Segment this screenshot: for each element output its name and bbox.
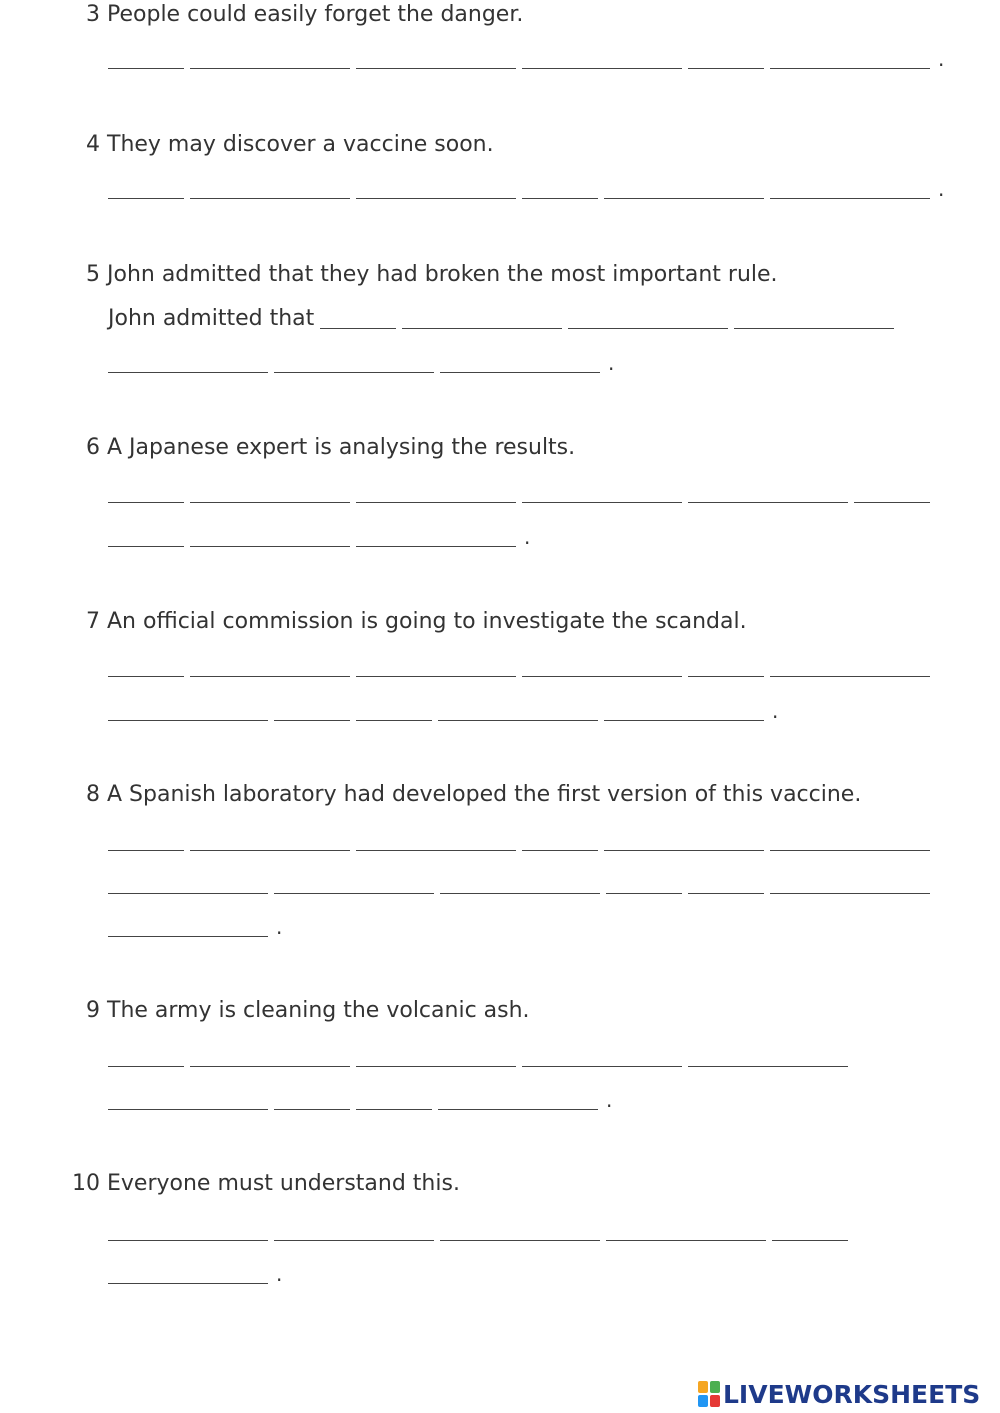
- answer-blank[interactable]: [108, 1089, 268, 1110]
- answer-blank[interactable]: [108, 178, 184, 199]
- answer-blank[interactable]: [604, 700, 764, 721]
- answer-blank[interactable]: [522, 178, 598, 199]
- answer-blank[interactable]: [522, 1046, 682, 1067]
- question-number: 4: [86, 132, 100, 157]
- answer-blank[interactable]: [190, 178, 350, 199]
- answer-blank[interactable]: [688, 482, 848, 503]
- liveworksheets-logo: [698, 1376, 998, 1412]
- answer-blank[interactable]: [604, 830, 764, 851]
- logo-icon-square: [698, 1395, 708, 1407]
- period: .: [276, 915, 283, 939]
- answer-blank[interactable]: [438, 700, 598, 721]
- answer-row: [108, 916, 282, 938]
- answer-blank[interactable]: [190, 482, 350, 503]
- answer-blank[interactable]: [190, 656, 350, 677]
- answer-blank[interactable]: [438, 1089, 598, 1110]
- answer-blank[interactable]: [274, 1089, 350, 1110]
- answer-blank[interactable]: [108, 873, 268, 894]
- period: .: [938, 47, 945, 71]
- answer-blank[interactable]: [688, 656, 764, 677]
- answer-blank[interactable]: [688, 873, 764, 894]
- logo-icon-square: [710, 1395, 720, 1407]
- answer-row: [108, 526, 530, 548]
- answer-blank[interactable]: [274, 352, 434, 373]
- question-sentence: People could easily forget the danger.: [107, 2, 524, 27]
- answer-blank[interactable]: [440, 352, 600, 373]
- liveworksheets-logo-icon: [698, 1381, 720, 1407]
- question-sentence: A Spanish laboratory had developed the first version of this vaccine.: [107, 782, 862, 807]
- answer-blank[interactable]: [522, 656, 682, 677]
- question-number: 7: [86, 609, 100, 634]
- answer-blank[interactable]: [108, 352, 268, 373]
- answer-blank[interactable]: [108, 1046, 184, 1067]
- answer-blank[interactable]: [108, 1263, 268, 1284]
- answer-blank[interactable]: [356, 482, 516, 503]
- answer-blank[interactable]: [190, 526, 350, 547]
- answer-row: [108, 656, 936, 678]
- answer-blank[interactable]: [356, 656, 516, 677]
- answer-row: [108, 1263, 282, 1285]
- answer-blank[interactable]: [568, 308, 728, 329]
- question-sentence: They may discover a vaccine soon.: [107, 132, 494, 157]
- answer-blank[interactable]: [770, 178, 930, 199]
- question-sentence: An official commission is going to investigate the scandal.: [107, 609, 747, 634]
- answer-blank[interactable]: [356, 1089, 432, 1110]
- answer-blank[interactable]: [108, 1220, 268, 1241]
- period: .: [938, 177, 945, 201]
- answer-blank[interactable]: [108, 700, 268, 721]
- answer-row: [108, 178, 944, 200]
- answer-blank[interactable]: [440, 873, 600, 894]
- answer-row: [108, 1089, 612, 1111]
- question-sentence: Everyone must understand this.: [107, 1171, 460, 1196]
- answer-row: [108, 308, 900, 330]
- logo-text: LIVEWORKSHEETS: [723, 1379, 981, 1409]
- answer-blank[interactable]: [606, 1220, 766, 1241]
- answer-blank[interactable]: [402, 308, 562, 329]
- answer-row: [108, 48, 944, 70]
- answer-row: [108, 1220, 854, 1242]
- question-number: 6: [86, 435, 100, 460]
- answer-row: [108, 482, 936, 504]
- question-sentence: John admitted that they had broken the most important rule.: [107, 262, 778, 287]
- question-number: 3: [86, 2, 100, 27]
- question-sentence: A Japanese expert is analysing the results.: [107, 435, 576, 460]
- answer-blank[interactable]: [108, 482, 184, 503]
- answer-blank[interactable]: [688, 1046, 848, 1067]
- answer-blank[interactable]: [440, 1220, 600, 1241]
- answer-blank[interactable]: [274, 873, 434, 894]
- answer-blank[interactable]: [190, 830, 350, 851]
- answer-blank[interactable]: [770, 830, 930, 851]
- period: .: [772, 699, 779, 723]
- answer-row: [108, 1046, 854, 1068]
- answer-row: [108, 352, 614, 374]
- question-number: 8: [86, 782, 100, 807]
- answer-blank[interactable]: [356, 48, 516, 69]
- answer-row: [108, 830, 936, 852]
- answer-blank[interactable]: [108, 48, 184, 69]
- answer-blank[interactable]: [356, 700, 432, 721]
- answer-blank[interactable]: [734, 308, 894, 329]
- question-sentence: The army is cleaning the volcanic ash.: [107, 998, 530, 1023]
- answer-row: [108, 700, 778, 722]
- answer-blank[interactable]: [320, 308, 396, 329]
- answer-blank[interactable]: [522, 830, 598, 851]
- answer-blank[interactable]: [274, 1220, 434, 1241]
- answer-blank[interactable]: [604, 178, 764, 199]
- answer-blank[interactable]: [108, 526, 184, 547]
- answer-blank[interactable]: [854, 482, 930, 503]
- period: .: [524, 525, 531, 549]
- logo-icon-square: [710, 1381, 720, 1393]
- answer-blank[interactable]: [522, 48, 682, 69]
- question-number: 5: [86, 262, 100, 287]
- question-number: 9: [86, 998, 100, 1023]
- answer-blank[interactable]: [606, 873, 682, 894]
- answer-blank[interactable]: [356, 178, 516, 199]
- answer-blank[interactable]: [770, 48, 930, 69]
- answer-blank[interactable]: [770, 656, 930, 677]
- period: .: [608, 351, 615, 375]
- answer-blank[interactable]: [108, 916, 268, 937]
- answer-prefix: John admitted that: [108, 306, 315, 331]
- answer-blank[interactable]: [108, 830, 184, 851]
- answer-blank[interactable]: [770, 873, 930, 894]
- answer-blank[interactable]: [522, 482, 682, 503]
- logo-icon-square: [698, 1381, 708, 1393]
- period: .: [606, 1088, 613, 1112]
- answer-blank[interactable]: [356, 1046, 516, 1067]
- answer-row: [108, 873, 936, 895]
- question-number: 10: [72, 1171, 100, 1196]
- answer-blank[interactable]: [688, 48, 764, 69]
- answer-blank[interactable]: [772, 1220, 848, 1241]
- answer-blank[interactable]: [356, 526, 516, 547]
- answer-blank[interactable]: [108, 656, 184, 677]
- answer-blank[interactable]: [356, 830, 516, 851]
- answer-blank[interactable]: [274, 700, 350, 721]
- answer-blank[interactable]: [190, 1046, 350, 1067]
- answer-blank[interactable]: [190, 48, 350, 69]
- period: .: [276, 1262, 283, 1286]
